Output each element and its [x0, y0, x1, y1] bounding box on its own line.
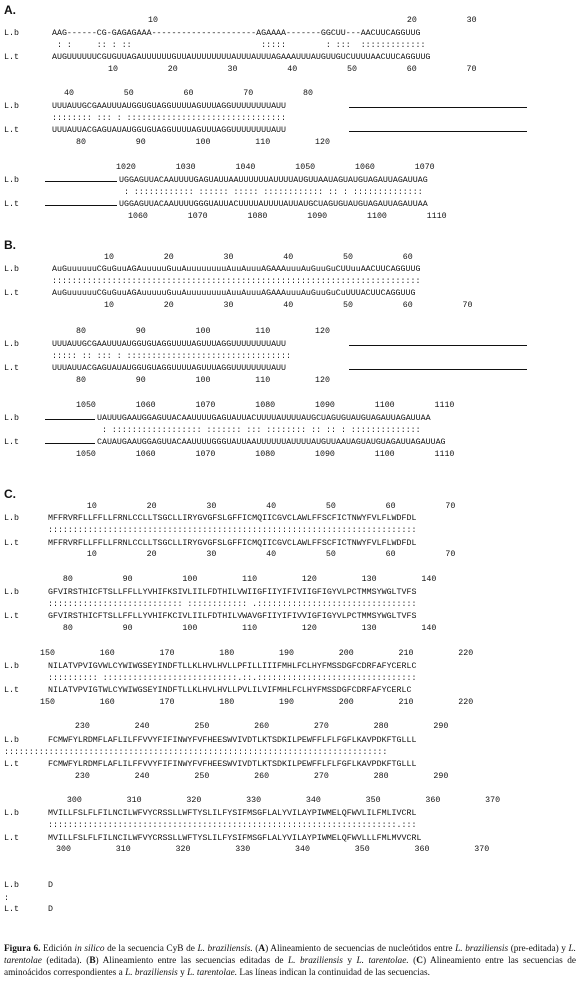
ruler-top: 10 20 30 — [148, 16, 477, 25]
match-line: : :::::::::::: :::::: ::::: :::::::::::: :: : :::::::::::::: — [119, 188, 423, 197]
ruler-bottom: 1060 1070 1080 1090 1100 1110 — [128, 212, 447, 221]
ruler-bottom: 80 90 100 110 120 — [76, 138, 330, 147]
sequence-lt: D — [48, 905, 53, 914]
sequence-lb: MFFRVRFLLFFLLFRNLCCLLTSGCLLIRYGVGFSLGFFICMQIICGVCLAWLFFSCFICTNWYFVLFLWDFDL — [48, 514, 417, 523]
label-lb: L.b — [4, 176, 19, 185]
ruler-top: 10 20 30 40 50 60 70 — [72, 502, 456, 511]
match-line: ::::::::::::::::::::::::::::::::::::::::::::::::::::::::::::::::::::::::::::: — [4, 748, 388, 757]
caption-text: y — [342, 955, 357, 966]
ruler-top: 230 240 250 260 270 280 290 — [60, 722, 449, 731]
sequence-lb: UAUUUGAAUGGAGUUACAAUUUUGAGUAUUACUUUUAUUUUAUGCUAGUGUAUGUAGAUUAGAUUAA — [97, 414, 431, 423]
label-lb: L.b — [4, 736, 19, 745]
sequence-lt: UUUAUUACGAGUAUAUGGUGUAGGUUUUAGUUUAGGUUUUUUUUAUU — [52, 364, 287, 373]
continuity-line — [349, 107, 527, 108]
ruler-bottom: 1050 1060 1070 1080 1090 1100 1110 — [76, 450, 455, 459]
sequence-lt: MVILLFSLFLFILNCILWFVYCRSSLLWFTYSLILFYSIFMSGFLALYVILAYPIWMELQFWVLLLFMLMVVCRL — [48, 834, 422, 843]
label-lt: L.t — [4, 760, 19, 769]
caption-panel-ref: B — [89, 955, 96, 966]
sequence-lt: GFVIRSTHICFTSLLFFLLYVHIFKCIVLIILFDTHILVWAVGFIIYIFIVVIGFIGYVLPCTMMSYWGLTVFS — [48, 612, 417, 621]
caption-text: y — [177, 967, 188, 978]
label-lb: L.b — [4, 662, 19, 671]
label-lb: L.b — [4, 809, 19, 818]
caption-italic: L. tarentolae. — [187, 967, 238, 978]
ruler-bottom: 10 20 30 40 50 60 70 — [72, 550, 456, 559]
caption-text: Edición — [40, 944, 75, 954]
caption-text: de la secuencia CyB de — [104, 944, 198, 954]
continuity-line — [45, 443, 95, 444]
caption-text: (pre-editada) y — [508, 944, 569, 954]
label-lb: L.b — [4, 514, 19, 523]
ruler-top: 150 160 170 180 190 200 210 220 — [40, 649, 474, 658]
label-lt: L.t — [4, 289, 19, 298]
ruler-top: 300 310 320 330 340 350 360 370 — [52, 796, 501, 805]
ruler-top: 80 90 100 110 120 130 140 — [48, 575, 437, 584]
label-lt: L.t — [4, 53, 19, 62]
sequence-lb: AuGuuuuuuCGuGuuAGAuuuuuGuuAuuuuuuuuAuuAuuuAGAAAuuuAuGuuGuCUUuuAACUUCAGGUUG — [52, 265, 421, 274]
sequence-lt: FCMWFYLRDMFLAFLILFFVVYFIFINWYFVFHEESWVIVDTLKTSDKILPEWFFLFLFGFLKAVPDKFTGLLL — [48, 760, 417, 769]
caption-text: Las líneas indican la continuidad de las secuencias. — [237, 967, 430, 978]
continuity-line — [349, 345, 527, 346]
sequence-lt: MFFRVRFLLFFLLFRNLCCLLTSGCLLIRYGVGFSLGFFICMQIICGVCLAWLFFSCFICTNWYFVLFLWDFDL — [48, 539, 417, 548]
match-line: ::::::::::::::::::::::::::::::::::::::::::::::::::::::::::::::::::::::.::: — [48, 821, 417, 830]
caption-italic: L. braziliensis. — [197, 944, 253, 954]
caption-text: ) Alineamiento entre las secuencias editadas de — [95, 955, 288, 966]
continuity-line — [45, 181, 117, 182]
match-line: :::::::::::::::::::::::::::::::::::::::::::::::::::::::::::::::::::::::::: — [48, 526, 417, 535]
label-lt: L.t — [4, 834, 19, 843]
caption-italic: L. braziliensis — [125, 967, 178, 978]
ruler-top: 10 20 30 40 50 60 — [104, 253, 413, 262]
match-line: :::::::: ::: : :::::::::::::::::::::::::::::::: — [52, 114, 287, 123]
label-lb: L.b — [4, 588, 19, 597]
caption-text: ( — [252, 944, 259, 954]
sequence-lb: MVILLFSLFLFILNCILWFVYCRSSLLWFTYSLILFYSIFMSGFLALYVILAYPIWMELQFWVLILFMLIVCRL — [48, 809, 417, 818]
section-label-b: B. — [4, 238, 16, 252]
ruler-bottom: 300 310 320 330 340 350 360 370 — [56, 845, 490, 854]
match-line: : — [4, 894, 9, 903]
ruler-bottom: 150 160 170 180 190 200 210 220 — [40, 698, 474, 707]
caption-italic: L. braziliensis — [287, 955, 343, 966]
figure-caption — [4, 944, 576, 979]
label-lt: L.t — [4, 126, 19, 135]
continuity-line — [349, 369, 527, 370]
sequence-lb: UGGAGUUACAAUUUUGAGUAUUAAUUUUUUAUUUUAUGUUAAUAGUAUGUAGAUUAGAUUAG — [119, 176, 428, 185]
sequence-lb: UUUAUUGCGAAUUUAUGGUGUAGGUUUUAGUUUAGGUUUUUUUUAUU — [52, 340, 287, 349]
match-line: : : :: : :: ::::: : ::: ::::::::::::: — [52, 41, 426, 50]
section-label-c: C. — [4, 487, 16, 501]
section-label-a: A. — [4, 3, 16, 17]
caption-italic: in silico — [74, 944, 105, 954]
label-lb: L.b — [4, 340, 19, 349]
label-lb: L.b — [4, 881, 19, 890]
sequence-lb: AAG------CG-GAGAGAAA---------------------AGAAAA-------GGCUU---AACUUCAGGUUG — [52, 29, 421, 38]
label-lt: L.t — [4, 539, 19, 548]
sequence-lb: GFVIRSTHICFTSLLFFLLYVHIFKSIVLIILFDTHILVWIIGFIIYIFIVIIGFIGYVLPCTMMSYWGLTVFS — [48, 588, 417, 597]
match-line: ::::: :: ::: : ::::::::::::::::::::::::::::::::: — [52, 352, 291, 361]
caption-italic: L. braziliensis — [455, 944, 509, 954]
caption-text: ) Alineamiento entre las secuencias de aminoácidos correspondientes a — [4, 955, 576, 978]
label-lt: L.t — [4, 364, 19, 373]
continuity-line — [45, 205, 117, 206]
sequence-lb: NILATVPVIGVWLCYWIWGSEYINDFTLLKLHVLHVLLPFILLIIIFMHLFCLHYFMSSDGFCDRFAFYCERLC — [48, 662, 417, 671]
label-lt: L.t — [4, 200, 19, 209]
sequence-lt: NILATVPVIGTWLCYWIWGSEYINDFTLLKLHVLHVLLPVLILVIFMHLFCLHYFMSSDGFCDRFAFYCERLC — [48, 686, 412, 695]
ruler-bottom: 230 240 250 260 270 280 290 — [60, 772, 449, 781]
match-line: ::::::::::::::::::::::::::: :::::::::::: .:::::::::::::::::::::::::::::::: — [48, 600, 417, 609]
caption-text: ( — [408, 955, 417, 966]
caption-italic: L. tarentolae — [4, 944, 577, 966]
ruler-bottom: 10 20 30 40 50 60 70 — [104, 301, 473, 310]
sequence-lt: AuGuuuuuuCGuGuuAGAuuuuuGuuAuuuuuuuuAuuAuuuAGAAAuuuAuGuuGuCuUUUACUUCAGGUUG — [52, 289, 416, 298]
ruler-top: 1020 1030 1040 1050 1060 1070 — [116, 163, 435, 172]
match-line: :::::::::::::::::::::::::::::::::::::::::::::::::::::::::::::::::::::::::: — [52, 277, 421, 286]
label-lb: L.b — [4, 414, 19, 423]
label-lt: L.t — [4, 905, 19, 914]
caption-panel-ref: C — [416, 955, 423, 966]
caption-text: ) Alineamiento de secuencias de nucleótidos entre — [265, 944, 456, 954]
label-lt: L.t — [4, 686, 19, 695]
caption-text: (editada). ( — [41, 955, 90, 966]
sequence-lt: AUGUUUUUUCGUGUUAGAUUUUUUGUUAUUUUUUUUAUUUAUUUAGAAAUUUAUGUUGUCUUUUAACUUCAGGUUG — [52, 53, 431, 62]
continuity-line — [45, 419, 95, 420]
label-lt: L.t — [4, 612, 19, 621]
label-lb: L.b — [4, 102, 19, 111]
figure-number: Figura 6. — [4, 944, 41, 954]
caption-italic: L. tarentolae. — [356, 955, 409, 966]
ruler-bottom: 10 20 30 40 50 60 70 — [108, 65, 477, 74]
ruler-top: 1050 1060 1070 1080 1090 1100 1110 — [76, 401, 455, 410]
label-lb: L.b — [4, 265, 19, 274]
match-line: :::::::::: :::::::::::::::::::::::::::.::.:::::::::::::::::::::::::::::::: — [48, 674, 417, 683]
match-line: : :::::::::::::::::: ::::::: ::: :::::::: :: :: : :::::::::::::: — [97, 426, 421, 435]
caption-panel-ref: A — [258, 944, 266, 954]
ruler-bottom: 80 90 100 110 120 130 140 — [48, 624, 437, 633]
sequence-lb: FCMWFYLRDMFLAFLILFFVVYFIFINWYFVFHEESWVIVDTLKTSDKILPEWFFLFLFGFLKAVPDKFTGLLL — [48, 736, 417, 745]
ruler-bottom: 80 90 100 110 120 — [76, 376, 330, 385]
continuity-line — [349, 131, 527, 132]
label-lt: L.t — [4, 438, 19, 447]
ruler-top: 80 90 100 110 120 — [76, 327, 330, 336]
sequence-lt: CAUAUGAAUGGAGUUACAAUUUUGGGUAUUAAUUUUUUAUUUUAUGUUAAUAGUAUGUAGAUUAGAUUAG — [97, 438, 446, 447]
sequence-lb: D — [48, 881, 53, 890]
ruler-top: 40 50 60 70 80 — [64, 89, 313, 98]
sequence-lt: UUUAUUACGAGUAUAUGGUGUAGGUUUUAGUUUAGGUUUUUUUUAUU — [52, 126, 287, 135]
sequence-lt: UGGAGUUACAAUUUUGGGUAUUACUUUUAUUUUAUUAUGCUAGUGUAUGUAGAUUAGAUUAA — [119, 200, 428, 209]
label-lb: L.b — [4, 29, 19, 38]
sequence-lb: UUUAUUGCGAAUUUAUGGUGUAGGUUUUAGUUUAGGUUUUUUUUAUU — [52, 102, 287, 111]
